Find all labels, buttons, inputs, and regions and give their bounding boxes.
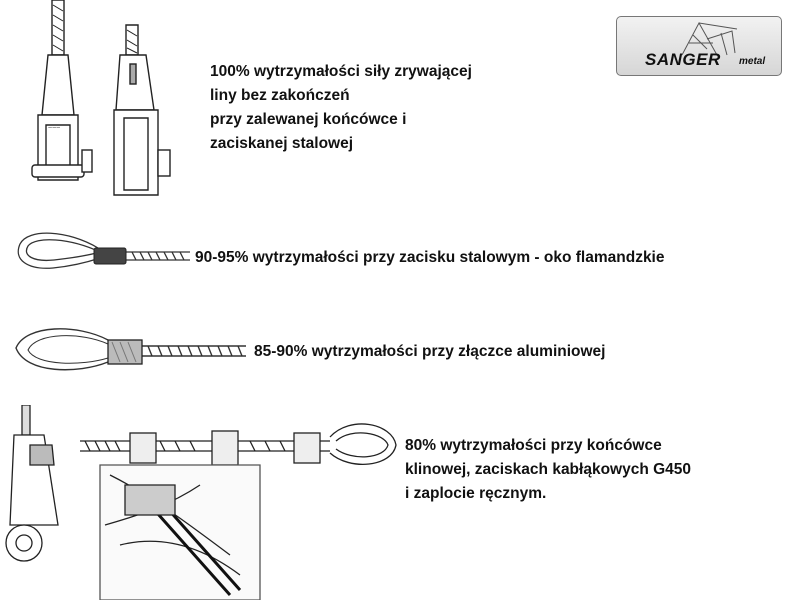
caption-socket <box>210 60 472 156</box>
sanger-metal-logo <box>616 16 782 76</box>
svg-text:~~~: ~~~ <box>48 125 61 132</box>
caption-flemish-eye <box>195 246 665 270</box>
caption-line: 100% wytrzymałości siły zrywającej <box>210 63 472 80</box>
caption-line: przy zalewanej końcówce i <box>210 111 407 128</box>
thimble-ferrule-illustration <box>8 320 248 384</box>
caption-line: 90-95% wytrzymałości przy zacisku stalowym - oko flamandzkie <box>195 249 665 266</box>
socket-terminations-illustration <box>20 0 195 205</box>
wedge-clips-splice-illustration <box>0 405 400 600</box>
caption-line: liny bez zakończeń <box>210 87 350 104</box>
caption-line: klinowej, zaciskach kabłąkowych G450 <box>405 461 692 478</box>
caption-ferrule <box>254 340 605 364</box>
caption-line: 85-90% wytrzymałości przy złączce aluminiowej <box>254 343 606 360</box>
caption-line: 80% wytrzymałości przy końcówce <box>405 437 662 454</box>
caption-line: zaciskanej stalowej <box>210 135 354 152</box>
flemish-eye-illustration <box>8 222 190 286</box>
caption-wedge-clips <box>405 434 691 506</box>
logo-sub: metal <box>739 56 766 67</box>
logo-brand: SANGER <box>645 50 721 69</box>
caption-line: i zaplocie ręcznym. <box>405 485 547 502</box>
